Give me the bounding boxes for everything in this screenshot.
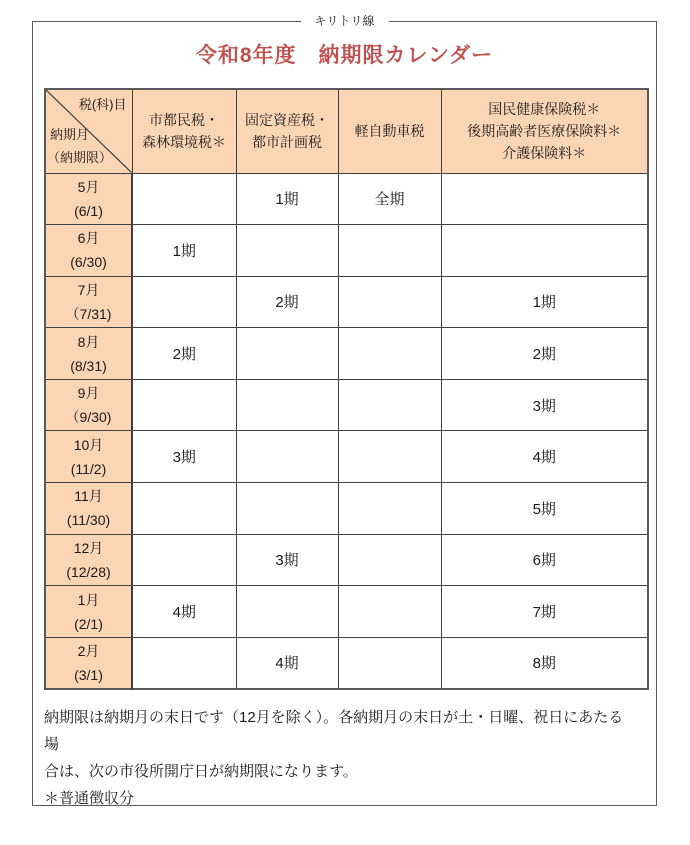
period-cell: 1期 <box>132 225 236 277</box>
period-cell <box>132 379 236 431</box>
table-row <box>45 637 648 689</box>
period-cell <box>338 431 441 483</box>
period-cell <box>236 431 338 483</box>
col-header-health-insurance: 国民健康保険税＊ 後期高齢者医療保険料＊ 介護保険料＊ <box>441 89 648 173</box>
corner-cell <box>45 89 132 173</box>
footer-note-line: 納期限は納期月の末日です（12月を除く）。各納期月の末日が土・日曜、祝日にあたる場 <box>44 709 624 753</box>
period-cell <box>236 225 338 277</box>
period-cell <box>132 483 236 535</box>
period-cell: 6期 <box>441 534 648 586</box>
month-cell: 1月 (2/1) <box>45 586 132 638</box>
cut-line-label: キリトリ線 <box>300 13 388 30</box>
period-cell <box>338 483 441 535</box>
month-cell: 11月 (11/30) <box>45 483 132 535</box>
period-cell <box>236 328 338 380</box>
month-cell: 12月 (12/28) <box>45 534 132 586</box>
period-cell: 全期 <box>338 173 441 225</box>
period-cell: 2期 <box>441 328 648 380</box>
month-cell: 6月 (6/30) <box>45 225 132 277</box>
table-row <box>45 379 648 431</box>
period-cell <box>132 276 236 328</box>
cut-line-box <box>32 14 657 807</box>
table-row <box>45 173 648 225</box>
month-cell: 5月 (6/1) <box>45 173 132 225</box>
footer-note-line: 合は、次の市役所開庁日が納期限になります。 <box>44 763 358 780</box>
table-row <box>45 225 648 277</box>
period-cell: 5期 <box>441 483 648 535</box>
period-cell: 3期 <box>441 379 648 431</box>
period-cell: 1期 <box>441 276 648 328</box>
period-cell <box>338 586 441 638</box>
table-row <box>45 534 648 586</box>
period-cell <box>132 534 236 586</box>
col-header-city-resident-tax: 市都民税・ 森林環境税＊ <box>132 89 236 173</box>
period-cell <box>236 483 338 535</box>
table-row <box>45 483 648 535</box>
period-cell: 4期 <box>441 431 648 483</box>
period-cell: 7期 <box>441 586 648 638</box>
month-cell: 9月 （9/30) <box>45 379 132 431</box>
corner-deadline-label: （納期限） <box>47 149 113 165</box>
footer-asterisk-note: ＊普通徴収分 <box>44 790 135 807</box>
period-cell <box>441 225 648 277</box>
period-cell: 2期 <box>236 276 338 328</box>
period-cell <box>338 276 441 328</box>
period-cell <box>236 586 338 638</box>
period-cell: 4期 <box>236 637 338 689</box>
month-cell: 7月 （7/31) <box>45 276 132 328</box>
period-cell: 3期 <box>236 534 338 586</box>
period-cell: 4期 <box>132 586 236 638</box>
corner-month-label: 納期月 <box>50 126 90 142</box>
footer-note <box>44 704 636 812</box>
month-cell: 2月 (3/1) <box>45 637 132 689</box>
period-cell <box>338 637 441 689</box>
month-cell: 8月 (8/31) <box>45 328 132 380</box>
page-title: 令和8年度 納期限カレンダー <box>195 44 494 67</box>
table-row <box>45 586 648 638</box>
tax-deadline-table <box>44 88 649 690</box>
period-cell <box>132 173 236 225</box>
corner-tax-item-label: 税(科)目 <box>78 97 127 112</box>
period-cell: 1期 <box>236 173 338 225</box>
period-cell <box>338 379 441 431</box>
month-cell: 10月 (11/2) <box>45 431 132 483</box>
period-cell: 3期 <box>132 431 236 483</box>
period-cell <box>236 379 338 431</box>
period-cell <box>132 637 236 689</box>
table-row <box>45 431 648 483</box>
period-cell <box>338 328 441 380</box>
table-row <box>45 328 648 380</box>
period-cell: 2期 <box>132 328 236 380</box>
col-header-fixed-asset-tax: 固定資産税・ 都市計画税 <box>236 89 338 173</box>
period-cell: 8期 <box>441 637 648 689</box>
table-row <box>45 276 648 328</box>
header-row <box>45 89 648 173</box>
col-header-light-vehicle-tax: 軽自動車税 <box>338 89 441 173</box>
period-cell <box>338 534 441 586</box>
period-cell <box>441 173 648 225</box>
period-cell <box>338 225 441 277</box>
